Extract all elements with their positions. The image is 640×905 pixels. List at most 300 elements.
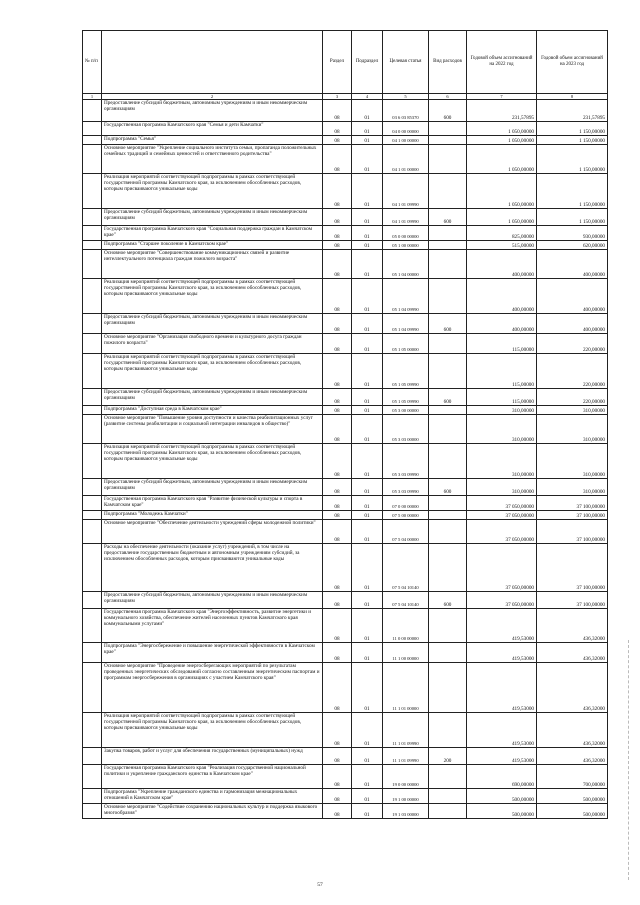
item-name-cell: Государственная программа Камчатского края "Социальная поддержка граждан в Камчатском крае" — [102, 226, 323, 241]
amount-2022-cell: 37 050,00000 — [467, 592, 537, 609]
page-number: 57 — [317, 882, 323, 888]
razdel-cell: 08 — [323, 663, 352, 713]
expense-type-cell — [429, 122, 467, 136]
amount-2023-cell: 1 150,00000 — [537, 136, 608, 145]
podrazdel-cell: 01 — [352, 241, 383, 250]
podrazdel-cell: 01 — [352, 250, 383, 279]
target-article-cell: 07 5 00 00000 — [383, 511, 429, 520]
expense-type-cell: 600 — [429, 389, 467, 406]
table-row — [83, 804, 608, 819]
table-row — [83, 765, 608, 789]
item-name-cell: Основное мероприятие "Проведение энергосберегающих мероприятий по результатам проведенных энергетических обследований согласно составленным энергетическим паспортам и программам энергосбережения в организациях с участием Камчатского края" — [102, 663, 323, 713]
amount-2023-cell: 231,57895 — [537, 100, 608, 122]
amount-2022-cell: 400,00000 — [467, 314, 537, 334]
expense-type-cell — [429, 136, 467, 145]
amount-2022-cell: 310,00000 — [467, 415, 537, 444]
amount-2022-cell: 515,00000 — [467, 241, 537, 250]
item-name-cell: Предоставление субсидий бюджетным, автономным учреждениям и иным некоммерческим организациям — [102, 100, 323, 122]
margin-line — [628, 640, 629, 880]
expense-type-cell — [429, 713, 467, 748]
expense-type-cell: 200 — [429, 748, 467, 765]
item-name-cell: Расходы на обеспечение деятельности (оказание услуг) учреждений, в том числе на предоставление государственным бюджетным и автономным учреждениям субсидий, за исключением обособленных расходов, которым присваиваются уникальные коды — [102, 544, 323, 592]
row-number-cell — [83, 444, 102, 479]
item-name-cell: Подпрограмма "Старшее поколение в Камчатском крае" — [102, 241, 323, 250]
expense-type-cell — [429, 643, 467, 663]
table-row — [83, 520, 608, 544]
table-row — [83, 334, 608, 354]
row-number-cell — [83, 279, 102, 314]
column-number: 8 — [537, 94, 608, 100]
razdel-cell: 08 — [323, 389, 352, 406]
podrazdel-cell: 01 — [352, 765, 383, 789]
razdel-cell: 08 — [323, 592, 352, 609]
target-article-cell: 11 1 00 00000 — [383, 643, 429, 663]
amount-2023-cell: 400,00000 — [537, 250, 608, 279]
podrazdel-cell: 01 — [352, 136, 383, 145]
target-article-cell: 05 1 05 00000 — [383, 334, 429, 354]
amount-2023-cell: 436,32000 — [537, 748, 608, 765]
header-name — [102, 31, 323, 94]
amount-2023-cell: 1 150,00000 — [537, 122, 608, 136]
expense-type-cell — [429, 354, 467, 389]
item-name-cell: Предоставление субсидий бюджетным, автономным учреждениям и иным некоммерческим организациям — [102, 389, 323, 406]
item-name-cell: Закупка товаров, работ и услуг для обеспечения государственных (муниципальных) нужд — [102, 748, 323, 765]
header-target-article: Целевая статья — [383, 31, 429, 94]
item-name-cell: Реализация мероприятий соответствующей подпрограммы в рамках соответствующей государственной программы Камчатского края, за исключением обособленных расходов, которым присваиваются уникальные коды — [102, 713, 323, 748]
amount-2023-cell: 310,00000 — [537, 406, 608, 415]
target-article-cell: 11 1 01 00000 — [383, 663, 429, 713]
expense-type-cell: 600 — [429, 592, 467, 609]
amount-2023-cell: 436,32000 — [537, 609, 608, 643]
amount-2022-cell: 825,00000 — [467, 226, 537, 241]
row-number-cell — [83, 520, 102, 544]
item-name-cell: Предоставление субсидий бюджетным, автономным учреждениям и иным некоммерческим организациям — [102, 592, 323, 609]
target-article-cell: 05 1 05 09990 — [383, 389, 429, 406]
target-article-cell: 11 0 00 00000 — [383, 609, 429, 643]
podrazdel-cell: 01 — [352, 174, 383, 209]
amount-2022-cell: 115,00000 — [467, 334, 537, 354]
podrazdel-cell: 01 — [352, 209, 383, 226]
row-number-cell — [83, 544, 102, 592]
item-name-cell: Реализация мероприятий соответствующей подпрограммы в рамках соответствующей государственной программы Камчатского края, за исключением обособленных расходов, которым присваиваются уникальные коды — [102, 444, 323, 479]
amount-2023-cell: 37 100,00000 — [537, 520, 608, 544]
razdel-cell: 08 — [323, 520, 352, 544]
expense-type-cell — [429, 226, 467, 241]
amount-2022-cell: 419,53000 — [467, 748, 537, 765]
row-number-cell — [83, 354, 102, 389]
target-article-cell: 05 3 03 00000 — [383, 415, 429, 444]
target-article-cell: 05 1 05 09990 — [383, 354, 429, 389]
razdel-cell: 08 — [323, 122, 352, 136]
header-expense-type: Вид расходов — [429, 31, 467, 94]
target-article-cell: 05 1 00 00000 — [383, 241, 429, 250]
item-name-cell: Подпрограмма "Укрепление гражданского единства и гармонизация межнациональных отношений в Камчатском крае" — [102, 789, 323, 804]
table-row — [83, 511, 608, 520]
row-number-cell — [83, 334, 102, 354]
table-row — [83, 241, 608, 250]
razdel-cell: 08 — [323, 145, 352, 174]
razdel-cell: 08 — [323, 748, 352, 765]
razdel-cell: 08 — [323, 544, 352, 592]
target-article-cell: 19 1 00 00000 — [383, 789, 429, 804]
amount-2023-cell: 1 150,00000 — [537, 145, 608, 174]
razdel-cell: 08 — [323, 789, 352, 804]
amount-2022-cell: 231,57895 — [467, 100, 537, 122]
table-row — [83, 314, 608, 334]
row-number-cell — [83, 174, 102, 209]
amount-2023-cell: 37 100,00000 — [537, 592, 608, 609]
row-number-cell — [83, 145, 102, 174]
amount-2023-cell: 1 150,00000 — [537, 209, 608, 226]
table-row — [83, 713, 608, 748]
table-header-row — [83, 31, 608, 94]
amount-2023-cell: 37 100,00000 — [537, 511, 608, 520]
expense-type-cell — [429, 444, 467, 479]
razdel-cell: 08 — [323, 765, 352, 789]
table-row — [83, 748, 608, 765]
header-podrazdel: Подраздел — [352, 31, 383, 94]
podrazdel-cell: 01 — [352, 444, 383, 479]
amount-2023-cell: 500,00000 — [537, 789, 608, 804]
expense-type-cell — [429, 334, 467, 354]
amount-2022-cell: 1 050,00000 — [467, 136, 537, 145]
amount-2023-cell: 436,32000 — [537, 663, 608, 713]
podrazdel-cell: 01 — [352, 520, 383, 544]
table-row — [83, 174, 608, 209]
expense-type-cell — [429, 765, 467, 789]
amount-2022-cell: 1 050,00000 — [467, 122, 537, 136]
amount-2022-cell: 1 050,00000 — [467, 174, 537, 209]
target-article-cell: 05 3 03 09990 — [383, 479, 429, 496]
column-number: 6 — [429, 94, 467, 100]
razdel-cell: 08 — [323, 496, 352, 511]
podrazdel-cell: 01 — [352, 279, 383, 314]
amount-2023-cell: 310,00000 — [537, 444, 608, 479]
podrazdel-cell: 01 — [352, 544, 383, 592]
razdel-cell: 08 — [323, 174, 352, 209]
amount-2023-cell: 37 100,00000 — [537, 544, 608, 592]
column-number: 2 — [102, 94, 323, 100]
amount-2022-cell: 500,00000 — [467, 804, 537, 819]
target-article-cell: 05 1 04 09990 — [383, 279, 429, 314]
target-article-cell: 11 1 01 09990 — [383, 748, 429, 765]
row-number-cell — [83, 663, 102, 713]
row-number-cell — [83, 415, 102, 444]
podrazdel-cell: 01 — [352, 592, 383, 609]
item-name-cell: Государственная программа Камчатского края "Развитие физической культуры и спорта в Камчатском крае" — [102, 496, 323, 511]
amount-2022-cell: 37 050,00000 — [467, 520, 537, 544]
expense-type-cell — [429, 609, 467, 643]
target-article-cell: 05 3 00 00000 — [383, 406, 429, 415]
row-number-cell — [83, 511, 102, 520]
expense-type-cell — [429, 544, 467, 592]
table-row — [83, 354, 608, 389]
table-row — [83, 250, 608, 279]
row-number-cell — [83, 479, 102, 496]
target-article-cell: 11 1 01 09990 — [383, 713, 429, 748]
table-row — [83, 609, 608, 643]
amount-2022-cell: 115,00000 — [467, 354, 537, 389]
podrazdel-cell: 01 — [352, 314, 383, 334]
item-name-cell: Реализация мероприятий соответствующей подпрограммы в рамках соответствующей государственной программы Камчатского края, за исключением обособленных расходов, которым присваиваются уникальные коды — [102, 279, 323, 314]
target-article-cell: 05 3 03 09990 — [383, 444, 429, 479]
amount-2022-cell: 419,53000 — [467, 643, 537, 663]
razdel-cell: 08 — [323, 136, 352, 145]
amount-2022-cell: 37 050,00000 — [467, 511, 537, 520]
item-name-cell: Подпрограмма "Энергосбережение и повышение энергетической эффективности в Камчатском крае" — [102, 643, 323, 663]
razdel-cell: 08 — [323, 444, 352, 479]
razdel-cell: 08 — [323, 279, 352, 314]
amount-2022-cell: 400,00000 — [467, 250, 537, 279]
amount-2022-cell: 400,00000 — [467, 279, 537, 314]
amount-2022-cell: 310,00000 — [467, 444, 537, 479]
amount-2023-cell: 436,32000 — [537, 713, 608, 748]
amount-2023-cell: 400,00000 — [537, 279, 608, 314]
column-number: 7 — [467, 94, 537, 100]
podrazdel-cell: 01 — [352, 643, 383, 663]
row-number-cell — [83, 789, 102, 804]
target-article-cell: 07 5 04 10140 — [383, 544, 429, 592]
podrazdel-cell: 01 — [352, 713, 383, 748]
item-name-cell: Основное мероприятие "Организация свободного времени и культурного досуга граждан пожилого возраста" — [102, 334, 323, 354]
row-number-cell — [83, 314, 102, 334]
header-number: № п/п — [83, 31, 102, 94]
row-number-cell — [83, 241, 102, 250]
column-number: 4 — [352, 94, 383, 100]
item-name-cell: Основное мероприятие "Повышение уровня доступности и качества реабилитационных услуг (развитие системы реабилитации и социальной интеграции инвалидов в общество)" — [102, 415, 323, 444]
table-row — [83, 415, 608, 444]
expense-type-cell — [429, 279, 467, 314]
item-name-cell: Государственная программа Камчатского края "Энергоэффективность, развитие энергетики и коммунального хозяйства, обеспечение жителей населенных пунктов Камчатского края коммунальными услугами" — [102, 609, 323, 643]
amount-2023-cell: 930,00000 — [537, 226, 608, 241]
razdel-cell: 08 — [323, 479, 352, 496]
row-number-cell — [83, 713, 102, 748]
podrazdel-cell: 01 — [352, 406, 383, 415]
row-number-cell — [83, 122, 102, 136]
amount-2022-cell: 500,00000 — [467, 789, 537, 804]
table-body — [83, 100, 608, 819]
column-number: 3 — [323, 94, 352, 100]
podrazdel-cell: 01 — [352, 100, 383, 122]
razdel-cell: 08 — [323, 209, 352, 226]
table-row — [83, 496, 608, 511]
table-row — [83, 444, 608, 479]
column-number: 1 — [83, 94, 102, 100]
amount-2023-cell: 37 100,00000 — [537, 496, 608, 511]
amount-2023-cell: 1 150,00000 — [537, 174, 608, 209]
amount-2022-cell: 310,00000 — [467, 479, 537, 496]
razdel-cell: 08 — [323, 226, 352, 241]
target-article-cell: 03 6 03 85370 — [383, 100, 429, 122]
expense-type-cell — [429, 406, 467, 415]
expense-type-cell — [429, 145, 467, 174]
item-name-cell: Реализация мероприятий соответствующей подпрограммы в рамках соответствующей государственной программы Камчатского края, за исключением обособленных расходов, которым присваиваются уникальные коды — [102, 354, 323, 389]
table-row — [83, 406, 608, 415]
amount-2022-cell: 310,00000 — [467, 406, 537, 415]
row-number-cell — [83, 804, 102, 819]
podrazdel-cell: 01 — [352, 415, 383, 444]
podrazdel-cell: 01 — [352, 389, 383, 406]
table-row — [83, 544, 608, 592]
amount-2022-cell: 1 050,00000 — [467, 209, 537, 226]
expense-type-cell: 600 — [429, 209, 467, 226]
podrazdel-cell: 01 — [352, 748, 383, 765]
table-row — [83, 209, 608, 226]
item-name-cell: Основное мероприятие "Укрепление социального института семьи, пропаганда положительных семейных традиций и семейных ценностей и ответственного родительства" — [102, 145, 323, 174]
item-name-cell: Предоставление субсидий бюджетным, автономным учреждениям и иным некоммерческим организациям — [102, 314, 323, 334]
table-row — [83, 643, 608, 663]
row-number-cell — [83, 136, 102, 145]
row-number-cell — [83, 209, 102, 226]
target-article-cell: 07 5 04 00000 — [383, 520, 429, 544]
row-number-cell — [83, 609, 102, 643]
amount-2023-cell: 700,00000 — [537, 765, 608, 789]
podrazdel-cell: 01 — [352, 511, 383, 520]
expense-type-cell — [429, 250, 467, 279]
item-name-cell: Предоставление субсидий бюджетным, автономным учреждениям и иным некоммерческим организациям — [102, 479, 323, 496]
table-row — [83, 122, 608, 136]
expense-type-cell — [429, 663, 467, 713]
razdel-cell: 08 — [323, 314, 352, 334]
expense-type-cell — [429, 415, 467, 444]
amount-2022-cell: 115,00000 — [467, 389, 537, 406]
expense-type-cell — [429, 241, 467, 250]
target-article-cell: 05 0 00 00000 — [383, 226, 429, 241]
target-article-cell: 04 0 00 00000 — [383, 122, 429, 136]
razdel-cell: 08 — [323, 511, 352, 520]
target-article-cell: 05 1 04 09990 — [383, 314, 429, 334]
razdel-cell: 08 — [323, 100, 352, 122]
table-row — [83, 145, 608, 174]
expense-type-cell — [429, 174, 467, 209]
row-number-cell — [83, 100, 102, 122]
table-row — [83, 663, 608, 713]
item-name-cell: Основное мероприятие "Обеспечение деятельности учреждений сферы молодежной политики" — [102, 520, 323, 544]
row-number-cell — [83, 496, 102, 511]
header-amount-2022: Годовой объем ассигнований на 2022 год — [467, 31, 537, 94]
row-number-cell — [83, 765, 102, 789]
podrazdel-cell: 01 — [352, 496, 383, 511]
amount-2023-cell: 310,00000 — [537, 415, 608, 444]
item-name-cell: Основное мероприятие "Совершенствование коммуникационных связей и развитие интеллектуального потенциала граждан пожилого возраста" — [102, 250, 323, 279]
target-article-cell: 04 1 01 00000 — [383, 145, 429, 174]
razdel-cell: 08 — [323, 406, 352, 415]
podrazdel-cell: 01 — [352, 226, 383, 241]
header-amount-2023: Годовой объем ассигнований на 2023 год — [537, 31, 608, 94]
razdel-cell: 08 — [323, 713, 352, 748]
razdel-cell: 08 — [323, 334, 352, 354]
expense-type-cell: 600 — [429, 100, 467, 122]
row-number-cell — [83, 643, 102, 663]
amount-2023-cell: 310,00000 — [537, 479, 608, 496]
razdel-cell: 08 — [323, 609, 352, 643]
row-number-cell — [83, 226, 102, 241]
table-row — [83, 136, 608, 145]
podrazdel-cell: 01 — [352, 789, 383, 804]
amount-2022-cell: 690,00000 — [467, 765, 537, 789]
item-name-cell: Предоставление субсидий бюджетным, автономным учреждениям и иным некоммерческим организациям — [102, 209, 323, 226]
expense-type-cell: 600 — [429, 479, 467, 496]
razdel-cell: 08 — [323, 804, 352, 819]
row-number-cell — [83, 406, 102, 415]
row-number-cell — [83, 250, 102, 279]
table-row — [83, 226, 608, 241]
amount-2023-cell: 220,00000 — [537, 334, 608, 354]
target-article-cell: 07 5 04 10140 — [383, 592, 429, 609]
amount-2022-cell: 37 050,00000 — [467, 496, 537, 511]
table-row — [83, 100, 608, 122]
row-number-cell — [83, 748, 102, 765]
item-name-cell: Основное мероприятие "Содействие сохранению национальных культур и поддержка языкового многообразия" — [102, 804, 323, 819]
amount-2023-cell: 620,00000 — [537, 241, 608, 250]
amount-2022-cell: 37 050,00000 — [467, 544, 537, 592]
razdel-cell: 08 — [323, 241, 352, 250]
razdel-cell: 08 — [323, 354, 352, 389]
table-row — [83, 389, 608, 406]
expense-type-cell — [429, 520, 467, 544]
razdel-cell: 08 — [323, 250, 352, 279]
razdel-cell: 08 — [323, 415, 352, 444]
amount-2022-cell: 419,53000 — [467, 609, 537, 643]
amount-2022-cell: 419,53000 — [467, 713, 537, 748]
amount-2023-cell: 436,32000 — [537, 643, 608, 663]
amount-2023-cell: 220,00000 — [537, 389, 608, 406]
amount-2022-cell: 419,53000 — [467, 663, 537, 713]
target-article-cell: 04 1 00 00000 — [383, 136, 429, 145]
podrazdel-cell: 01 — [352, 479, 383, 496]
table-row — [83, 789, 608, 804]
item-name-cell: Подпрограмма "Семья" — [102, 136, 323, 145]
item-name-cell: Подпрограмма "Молодежь Камчатки" — [102, 511, 323, 520]
table-row — [83, 279, 608, 314]
row-number-cell — [83, 389, 102, 406]
expense-type-cell — [429, 511, 467, 520]
item-name-cell: Подпрограмма "Доступная среда в Камчатском крае" — [102, 406, 323, 415]
expense-type-cell — [429, 789, 467, 804]
row-number-cell — [83, 592, 102, 609]
expense-type-cell: 600 — [429, 314, 467, 334]
podrazdel-cell: 01 — [352, 334, 383, 354]
podrazdel-cell: 01 — [352, 122, 383, 136]
table-row — [83, 592, 608, 609]
amount-2023-cell: 400,00000 — [537, 314, 608, 334]
item-name-cell: Реализация мероприятий соответствующей подпрограммы в рамках соответствующей государственной программы Камчатского края, за исключением обособленных расходов, которым присваиваются уникальные коды — [102, 174, 323, 209]
amount-2022-cell: 1 050,00000 — [467, 145, 537, 174]
item-name-cell: Государственная программа Камчатского края "Семья и дети Камчатки" — [102, 122, 323, 136]
podrazdel-cell: 01 — [352, 804, 383, 819]
amount-2023-cell: 500,00000 — [537, 804, 608, 819]
table-row — [83, 479, 608, 496]
amount-2023-cell: 220,00000 — [537, 354, 608, 389]
budget-table — [82, 30, 608, 819]
item-name-cell: Государственная программа Камчатского края "Реализация государственной национальной политики и укрепление гражданского единства в Камчатском крае" — [102, 765, 323, 789]
budget-table-sheet — [82, 30, 607, 819]
expense-type-cell — [429, 804, 467, 819]
expense-type-cell — [429, 496, 467, 511]
podrazdel-cell: 01 — [352, 663, 383, 713]
podrazdel-cell: 01 — [352, 354, 383, 389]
target-article-cell: 19 0 00 00000 — [383, 765, 429, 789]
podrazdel-cell: 01 — [352, 609, 383, 643]
header-razdel: Раздел — [323, 31, 352, 94]
target-article-cell: 07 0 00 00000 — [383, 496, 429, 511]
target-article-cell: 04 1 01 09990 — [383, 174, 429, 209]
target-article-cell: 19 1 03 00000 — [383, 804, 429, 819]
target-article-cell: 05 1 04 00000 — [383, 250, 429, 279]
podrazdel-cell: 01 — [352, 145, 383, 174]
target-article-cell: 04 1 01 09990 — [383, 209, 429, 226]
razdel-cell: 08 — [323, 643, 352, 663]
